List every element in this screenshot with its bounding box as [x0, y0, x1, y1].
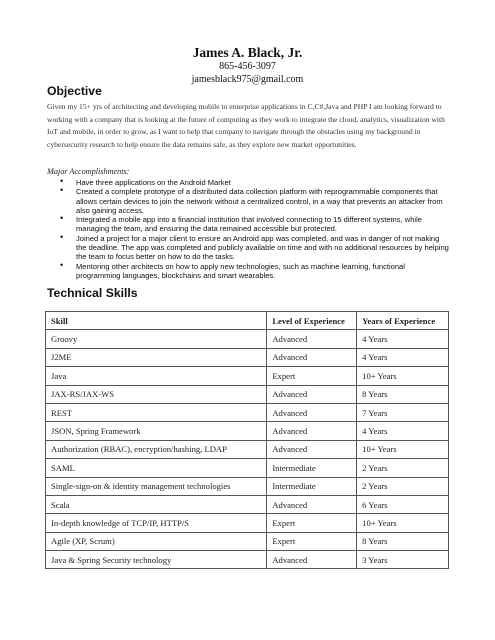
bullet-icon: •	[60, 185, 64, 196]
table-row	[46, 532, 449, 550]
candidate-name: James A. Black, Jr.	[192, 45, 303, 60]
years-cell: 6 Years	[357, 495, 449, 513]
phone-number: 865-456-3097	[219, 61, 276, 72]
years-cell: 2 Years	[357, 477, 449, 495]
accomplishment-text: Integrated a mobile app into a financial institution that involved connecting to 15 different systems, while managing the team, and ensuring the data remained accessible but protected.	[76, 215, 422, 234]
accomplishments-list	[58, 178, 450, 280]
bullet-icon: •	[60, 259, 64, 270]
years-cell: 8 Years	[357, 532, 449, 550]
table-row	[46, 403, 449, 421]
level-cell: Advanced	[267, 495, 357, 513]
table-row	[46, 422, 449, 440]
skill-cell: Scala	[46, 495, 267, 513]
level-cell: Advanced	[267, 348, 357, 366]
years-cell: 4 Years	[357, 348, 449, 366]
years-cell: 10+ Years	[357, 367, 449, 385]
table-row	[46, 495, 449, 513]
column-header-skill: Skill	[46, 312, 267, 330]
level-cell: Advanced	[267, 422, 357, 440]
skills-table	[45, 311, 449, 569]
level-cell: Advanced	[267, 330, 357, 348]
years-cell: 8 Years	[357, 385, 449, 403]
table-row	[46, 551, 449, 569]
column-header-years: Years of Experience	[357, 312, 449, 330]
list-item	[58, 187, 450, 215]
accomplishment-text: Have three applications on the Android Market	[76, 178, 231, 187]
table-row	[46, 367, 449, 385]
accomplishment-text: Joined a project for a major client to ensure an Android app was completed, and was in danger of not making the deadline. The app was completed and publicly available on time and with no additional resources by helping the team to focus better on how to do the tasks.	[76, 233, 449, 262]
skill-cell: Java	[46, 367, 267, 385]
table-row	[46, 477, 449, 495]
level-cell: Expert	[267, 514, 357, 532]
bullet-icon: •	[60, 176, 64, 186]
years-cell: 10+ Years	[357, 514, 449, 532]
bullet-icon: •	[60, 213, 64, 224]
years-cell: 10+ Years	[357, 440, 449, 458]
skill-cell: JSON, Spring Framework	[46, 422, 267, 440]
level-cell: Intermediate	[267, 459, 357, 477]
skill-cell: Groovy	[46, 330, 267, 348]
list-item	[58, 215, 450, 234]
resume-header	[0, 45, 495, 86]
bullet-icon: •	[60, 231, 64, 242]
list-item	[58, 231, 450, 262]
level-cell: Advanced	[267, 440, 357, 458]
objective-heading: Objective	[47, 84, 102, 98]
technical-skills-heading: Technical Skills	[47, 286, 138, 300]
skill-cell: In-depth knowledge of TCP/IP, HTTP/S	[46, 514, 267, 532]
years-cell: 7 Years	[357, 403, 449, 421]
skill-cell: Single-sign-on & identity management technologies	[46, 477, 267, 495]
skill-cell: Authorization (RBAC), encryption/hashing, LDAP	[46, 440, 267, 458]
list-item	[58, 259, 450, 281]
objective-text: Given my 15+ yrs of architecting and developing mobile to enterprise applications in C,C#,Java and PHP I am looking forward to working with a company that is looking at the future of computing as they work to integrate the cloud, analytics, visualization with IoT and mobile, in order to grow, as I want to help that company to navigate through the obstacles using my background in cybersecurity research to help ensure the data remains safe, as they explore new market opportunities.	[47, 102, 445, 149]
level-cell: Expert	[267, 532, 357, 550]
accomplishment-text: Mentoring other architects on how to apply new technologies, such as machine learning, functional programming languages, blockchains and smart wearables.	[76, 261, 405, 280]
skill-cell: J2ME	[46, 348, 267, 366]
table-row	[46, 348, 449, 366]
skill-cell: Java & Spring Security technology	[46, 551, 267, 569]
table-row	[46, 459, 449, 477]
table-header-row	[46, 312, 449, 330]
level-cell: Advanced	[267, 551, 357, 569]
list-item	[58, 178, 450, 187]
table-row	[46, 385, 449, 403]
skill-cell: SAML	[46, 459, 267, 477]
skill-cell: JAX-RS/JAX-WS	[46, 385, 267, 403]
level-cell: Intermediate	[267, 477, 357, 495]
accomplishment-text: Created a complete prototype of a distributed data collection platform with reprogrammable components that allows certain devices to join the network without a centralized control, in a way that prevents an attacker from also gaining access.	[76, 187, 443, 215]
years-cell: 3 Years	[357, 551, 449, 569]
skill-cell: Agile (XP, Scrum)	[46, 532, 267, 550]
years-cell: 4 Years	[357, 330, 449, 348]
level-cell: Expert	[267, 367, 357, 385]
years-cell: 4 Years	[357, 422, 449, 440]
table-row	[46, 514, 449, 532]
accomplishments-heading: Major Accomplishments:	[47, 167, 130, 176]
skill-cell: REST	[46, 403, 267, 421]
table-row	[46, 440, 449, 458]
years-cell: 2 Years	[357, 459, 449, 477]
level-cell: Advanced	[267, 403, 357, 421]
table-row	[46, 330, 449, 348]
email-address: jamesblack975@gmail.com	[191, 73, 304, 85]
level-cell: Advanced	[267, 385, 357, 403]
column-header-level: Level of Experience	[267, 312, 357, 330]
